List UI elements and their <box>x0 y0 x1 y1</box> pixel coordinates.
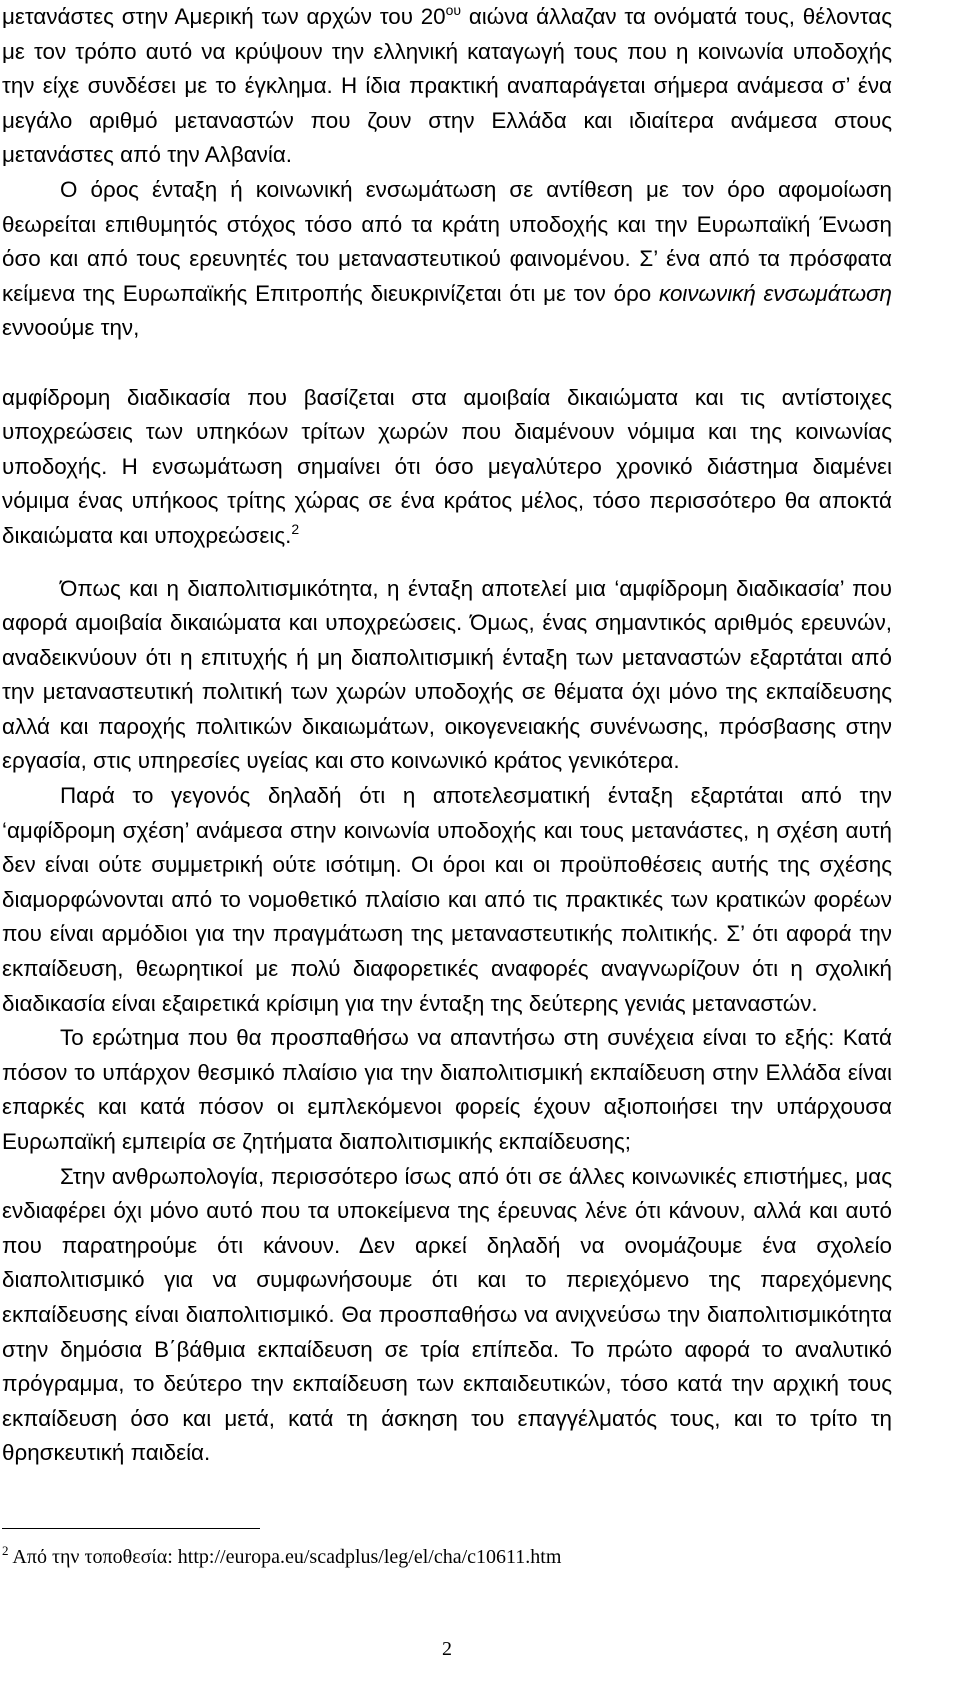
footnote-number: 2 <box>2 1543 9 1558</box>
footnote-separator <box>2 1528 260 1529</box>
page-number: 2 <box>442 1638 452 1660</box>
paragraph-5: Παρά το γεγονός δηλαδή ότι η αποτελεσματική ένταξη εξαρτάται από την ‘αμφίδρομη σχέση’ ανάμεσα στην κοινωνία υποδοχής και τους μετανάστες, η σχέση αυτή δεν είναι ούτε συμμετρική ούτε ισότιμη. Οι όροι και οι προϋποθέσεις αυτής της σχέσης διαμορφώνονται από το νομοθετικό πλαίσιο και από τις πρακτικές των κρατικών φορέων που είναι αρμόδιοι για την πραγμάτωση της μεταναστευτικής πολιτικής. Σ’ ότι αφορά την εκπαίδευση, θεωρητικοί με πολύ διαφορετικές αναφορές αναγνωρίζουν ότι η σχολική διαδικασία είναι εξαιρετικά κρίσιμη για την ένταξη της δεύτερης γενιάς μεταναστών. <box>2 783 892 1016</box>
footnote-ref: 2 <box>291 520 300 537</box>
quoted-definition: αμφίδρομη διαδικασία που βασίζεται στα αμοιβαία δικαιώματα και τις αντίστοιχες υποχρεώσεις των υπηκόων τρίτων χωρών που διαμένουν νόμιμα και της κοινωνίας υποδοχής. Η ενσωμάτωση σημαίνει ότι όσο μεγαλύτερο χρονικό διάστημα διαμένει νόμιμα ένας υπήκοος τρίτης χώρας σε ένα κράτος μέλος, τόσο περισσότερο θα αποκτά δικαιώματα και υποχρεώσεις.$^2$ <box>2 384 892 548</box>
footnote-text: Από την τοποθεσία: http://europa.eu/scadplus/leg/el/cha/c10611.htm <box>8 1546 562 1568</box>
paragraph-2: Ο όρος ένταξη ή κοινωνική ενσωμάτωση σε αντίθεση με τον όρο αφομοίωση θεωρείται επιθυμητός στόχος τόσο από τα κράτη υποδοχής και την Ευρωπαϊκή Ένωση όσο και από τους ερευνητές του μεταναστευτικού φαινομένου. Σ’ ένα από τα πρόσφατα κείμενα της Ευρωπαϊκής Επιτροπής διευκρινίζεται ότι με τον όρο κοινωνική ενσωμάτωση εννοούμε την, <box>2 176 892 341</box>
paragraph-1: μετανάστες στην Αμερική των αρχών του $20^{o\upsilon}$ αιώνα άλλαζαν τα ονόματά τους, θέλοντας με τον τρόπο αυτό να κρύψουν την ελληνική καταγωγή τους που η κοινωνία υποδοχής την είχε συνδέσει με το έγκλημα. Η ίδια πρακτική αναπαράγεται σήμερα ανάμεσα σ’ ένα μεγάλο αριθμό μεταναστών που ζουν στην Ελλάδα και ιδιαίτερα ανάμεσα στους μετανάστες από την Αλβανία. <box>2 2 892 168</box>
paragraph-4: Όπως και η διαπολιτισμικότητα, η ένταξη αποτελεί μια ‘αμφίδρομη διαδικασία’ που αφορά αμοιβαία δικαιώματα και υποχρεώσεις. Όμως, ένας σημαντικός αριθμός ερευνών, αναδεικνύουν ότι η επιτυχής ή μη διαπολιτισμική ένταξη των μεταναστών εξαρτάται από την μεταναστευτική πολιτική των χωρών υποδοχής σε θέματα όχι μόνο της εκπαίδευσης αλλά και παροχής πολιτικών δικαιωμάτων, οικογενειακής συνένωσης, πρόσβασης στην εργασία, στις υπηρεσίες υγείας και στο κοινωνικό κράτος γενικότερα. <box>2 575 892 774</box>
superscript-ou: ου <box>445 2 462 18</box>
italic-term: κοινωνική ενσωμάτωση <box>659 280 892 306</box>
paragraph-6: Το ερώτημα που θα προσπαθήσω να απαντήσω στη συνέχεια είναι το εξής: Κατά πόσον το υπάρχον θεσμικό πλαίσιο για την διαπολιτισμική εκπαίδευση στην Ελλάδα είναι επαρκές και κατά πόσον οι εμπλεκόμενοι φορείς έχουν αξιοποιήσει την υπάρχουσα Ευρωπαϊκή εμπειρία σε ζητήματα διαπολιτισμικής εκπαίδευσης; <box>2 1025 892 1154</box>
body-text <box>2 0 892 1471</box>
paragraph-7: Στην ανθρωπολογία, περισσότερο ίσως από ότι σε άλλες κοινωνικές επιστήμες, μας ενδιαφέρει όχι μόνο αυτό που τα υποκείμενα της έρευνας λένε ότι κάνουν, αλλά και αυτό που παρατηρούμε ότι κάνουν. Δεν αρκεί δηλαδή να ονομάζουμε ένα σχολείο διαπολιτισμικό για να συμφωνήσουμε ότι και το περιεχόμενο της παρεχόμενης εκπαίδευσης είναι διαπολιτισμικό. Θα προσπαθήσω να ανιχνεύσω την διαπολιτισμικότητα στην δημόσια Β΄βάθμια εκπαίδευση σε τρία επίπεδα. Το πρώτο αφορά το αναλυτικό πρόγραμμα, το δεύτερο την εκπαίδευση των εκπαιδευτικών, τόσο κατά την αρχική τους εκπαίδευση όσο και μετά, κατά τη άσκηση του επαγγέλματός τους, και το τρίτο τη θρησκευτική παιδεία. <box>2 1163 892 1466</box>
footnote <box>2 1544 892 1570</box>
